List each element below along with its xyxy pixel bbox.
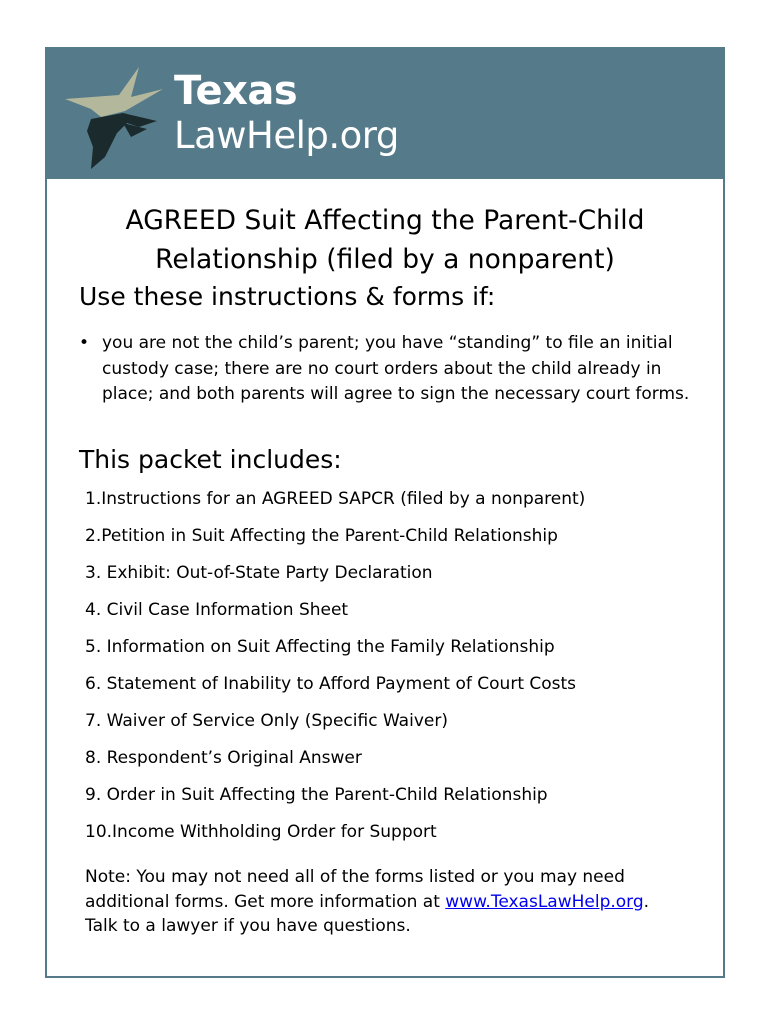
note-text: Note: You may not need all of the forms listed or you may need additional forms. Get more information at [85,867,625,912]
list-item: 6. Statement of Inability to Afford Payment of Court Costs [85,674,577,694]
bird-logo-icon [61,59,171,171]
title-line-1: AGREED Suit Affecting the Parent-Child [125,205,645,236]
packet-heading: This packet includes: [79,445,342,474]
logo-lawhelp: LawHelp.org [174,114,399,157]
bullet-icon: • [79,333,90,353]
list-item: 8. Respondent’s Original Answer [85,748,362,768]
header-band [47,49,723,179]
list-item: 4. Civil Case Information Sheet [85,600,349,620]
flyer-frame [45,47,725,978]
list-item: 3. Exhibit: Out-of-State Party Declaration [85,563,433,583]
note [85,865,710,939]
list-item: 2.Petition in Suit Affecting the Parent-Child Relationship [85,526,558,546]
list-item: 9. Order in Suit Affecting the Parent-Child Relationship [85,785,548,805]
list-item: 10.Income Withholding Order for Support [85,822,437,842]
note-last-line: Talk to a lawyer if you have questions. [85,916,411,936]
use-if-heading: Use these instructions & forms if: [79,282,496,311]
packet-list [85,488,585,858]
note-period: . [643,891,650,912]
texaslawhelp-link[interactable]: www.TexasLawHelp.org [445,891,644,912]
use-if-text: you are not the child’s parent; you have “standing” to file an initial custody case; there are no court orders about the child already in place; and both parents will agree to sign the necessary court forms. [102,333,690,404]
list-item: 7. Waiver of Service Only (Specific Waiver) [85,711,448,731]
list-item: 5. Information on Suit Affecting the Family Relationship [85,637,555,657]
title-line-2: Relationship (filed by a nonparent) [155,244,615,275]
logo-wordmark [174,68,399,157]
list-item: 1.Instructions for an AGREED SAPCR (filed by a nonparent) [85,489,586,509]
logo-texas: Texas [174,68,298,114]
page-title [47,201,723,279]
